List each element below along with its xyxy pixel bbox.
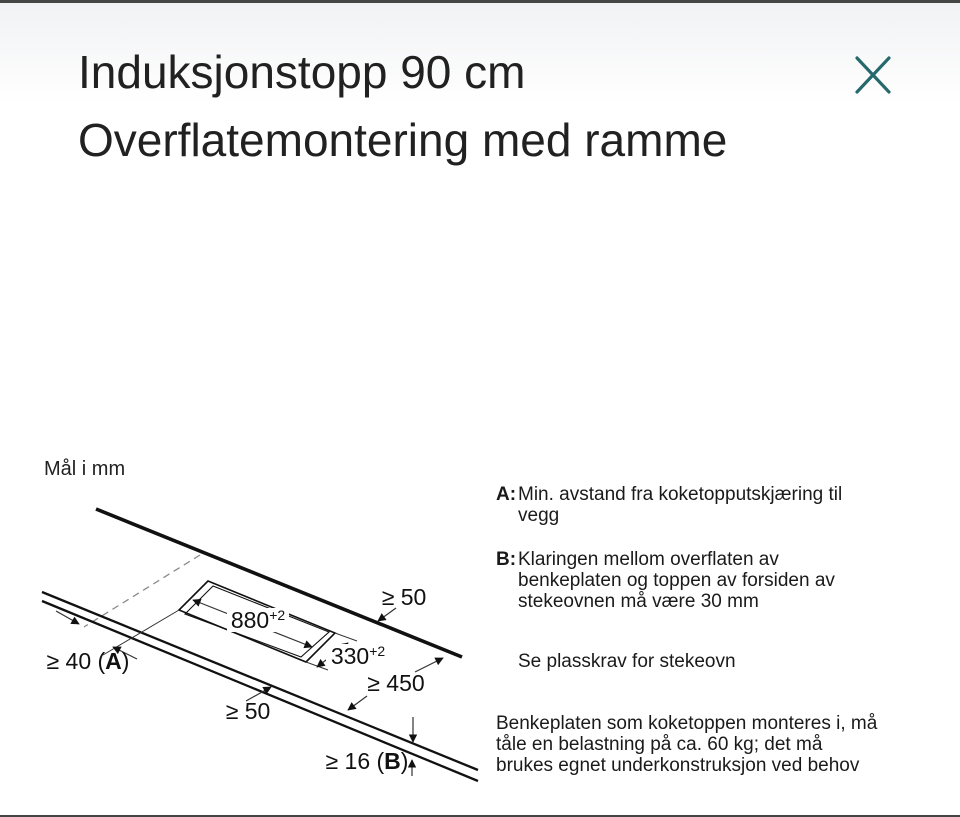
dim-330-ext-1 [335, 633, 357, 641]
units-label: Mål i mm [44, 458, 126, 480]
wall-edge-line [96, 509, 462, 657]
load-capacity-note: Benkeplaten som koketoppen monteres i, må tåle en belastning på ca. 60 kg; det må brukes egnet underkonstruksjon ved behov [496, 713, 878, 776]
dim-depth-label: ≥ 450 [367, 670, 425, 696]
dim-front-clearance-label: ≥ 50 [225, 698, 271, 724]
note-b-key: B: [496, 549, 517, 570]
note-a-key: A: [496, 484, 517, 505]
close-icon [853, 55, 893, 95]
dim-330-ext-2 [306, 662, 328, 670]
dim-top-clearance-label: ≥ 50 [381, 584, 427, 610]
installation-diagram [0, 440, 490, 817]
dim-thickness-label: ≥ 16 (B) [325, 748, 409, 774]
oven-space-note: Se plasskrav for stekeovn [518, 651, 736, 672]
notes-column [496, 484, 924, 776]
dim-depth-arrow-upper [415, 658, 443, 672]
dim-depth-arrow-lower [348, 696, 367, 710]
dialog-title: Induksjonstopp 90 cm [78, 46, 526, 98]
note-b-text: Klaringen mellom overflaten av benkeplaten og toppen av forsiden av stekeovnen må være 30 mm [518, 549, 835, 612]
note-b [496, 549, 924, 612]
dim-330-label: $330^{+2}$ [330, 643, 386, 669]
dim-wall-clearance-label: ≥ 40 (A) [46, 648, 130, 674]
dim-880-label: $880^{+2}$ [230, 607, 286, 633]
note-a-text: Min. avstand fra koketopputskjæring til vegg [518, 484, 843, 526]
close-button[interactable] [849, 51, 897, 99]
dim-40-arrow-left [56, 611, 79, 624]
dialog-subtitle: Overflatemontering med ramme [78, 114, 728, 166]
note-a [496, 484, 924, 526]
